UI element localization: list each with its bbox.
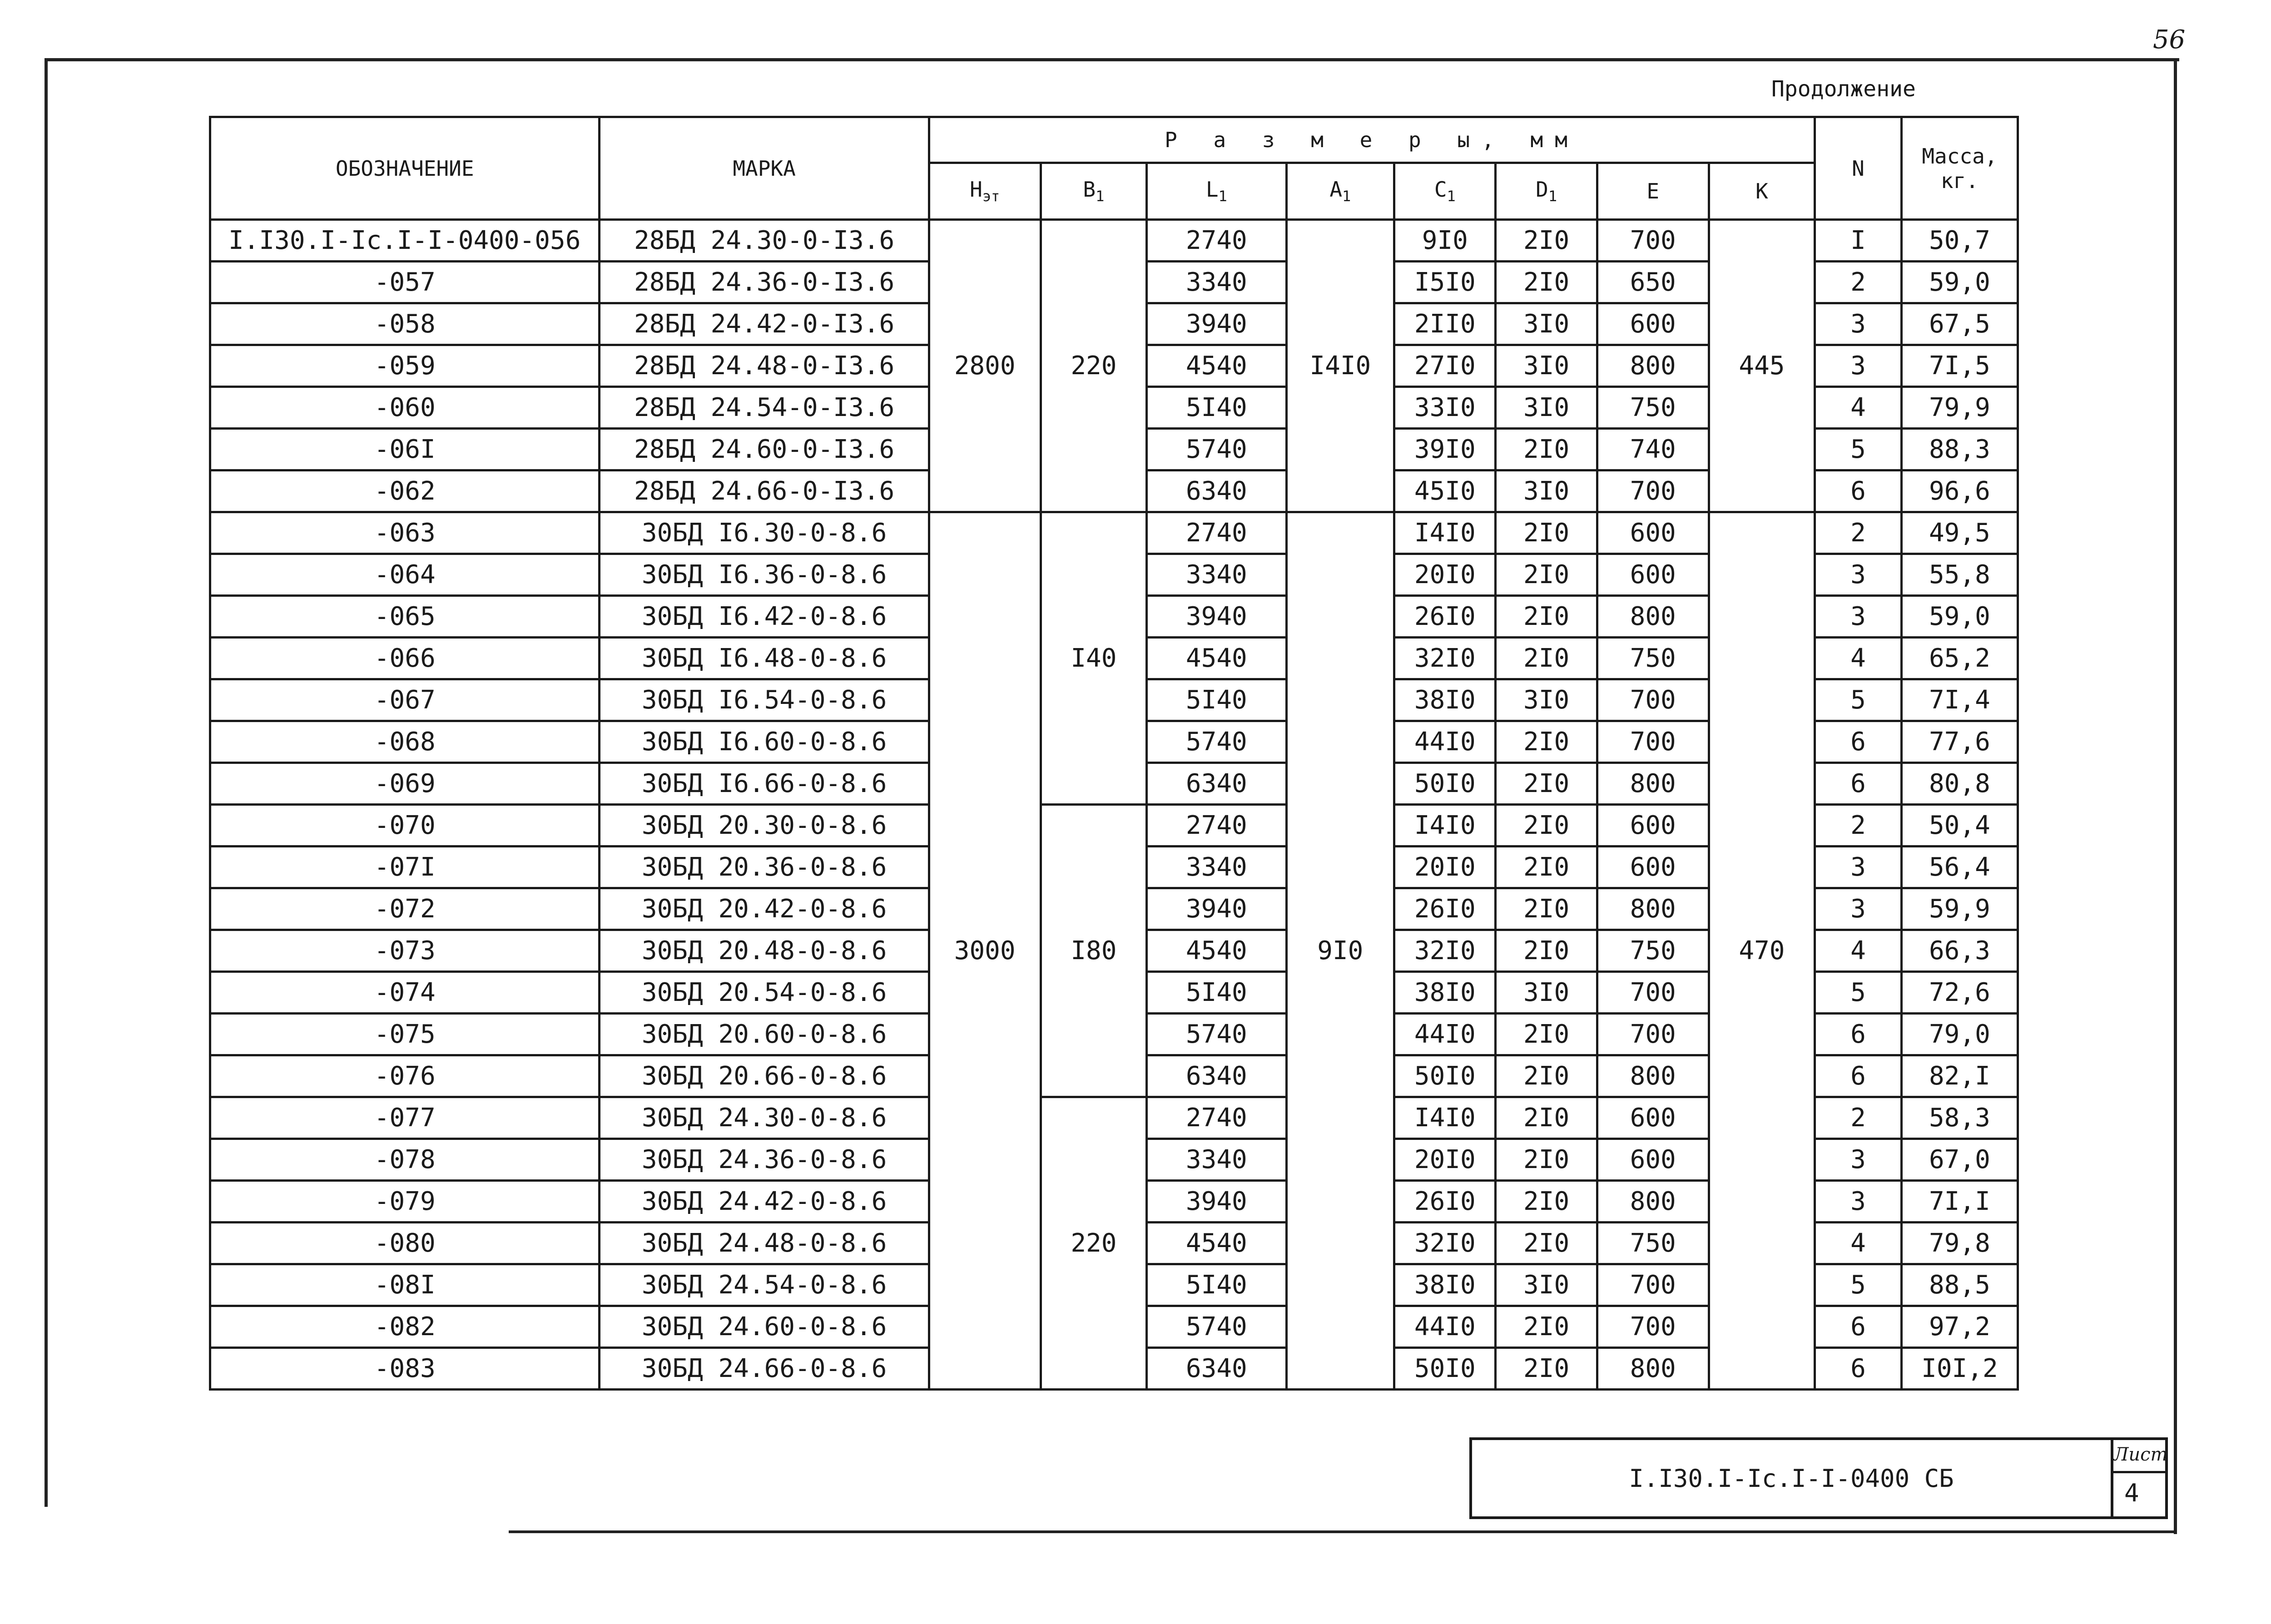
cell-mark: 28БД 24.36-0-I3.6 [600,262,929,303]
cell-n: 3 [1815,888,1902,930]
cell-c1: I4I0 [1394,805,1496,847]
cell-d1: 2I0 [1496,1097,1597,1139]
header-mass: Масса, кг. [1901,117,2018,220]
cell-mass: 67,5 [1901,303,2018,345]
cell-mark: 30БД I6.60-0-8.6 [600,721,929,763]
cell-d1: 3I0 [1496,972,1597,1014]
cell-mark: 28БД 24.48-0-I3.6 [600,345,929,387]
cell-l1: 5740 [1147,1306,1286,1348]
cell-l1: 4540 [1147,345,1286,387]
cell-e: 750 [1597,387,1709,429]
cell-n: 4 [1815,1223,1902,1264]
cell-n: 6 [1815,1014,1902,1055]
cell-e: 800 [1597,1055,1709,1097]
cell-d1: 2I0 [1496,888,1597,930]
cell-designation: -078 [210,1139,600,1181]
sheet-box [2113,1437,2168,1519]
cell-mark: 28БД 24.60-0-I3.6 [600,429,929,470]
header-l1-main: L [1205,177,1219,202]
cell-c1: 2II0 [1394,303,1496,345]
cell-mark: 30БД 24.66-0-8.6 [600,1348,929,1390]
cell-k-group: 470 [1709,512,1815,1390]
header-l1 [1147,163,1286,220]
cell-mark: 30БД 24.54-0-8.6 [600,1264,929,1306]
cell-b1-group: I40 [1041,512,1147,805]
cell-c1: 50I0 [1394,1348,1496,1390]
cell-mass: 97,2 [1901,1306,2018,1348]
cell-c1: 9I0 [1394,220,1496,262]
cell-mark: 30БД I6.42-0-8.6 [600,596,929,638]
cell-l1: 4540 [1147,930,1286,972]
cell-d1: 2I0 [1496,1055,1597,1097]
cell-mass: 59,0 [1901,596,2018,638]
header-c1 [1394,163,1496,220]
cell-e: 750 [1597,1223,1709,1264]
cell-l1: 5I40 [1147,1264,1286,1306]
cell-l1: 3940 [1147,596,1286,638]
cell-l1: 3940 [1147,303,1286,345]
cell-n: 3 [1815,1139,1902,1181]
cell-d1: 3I0 [1496,470,1597,512]
cell-mass: 79,0 [1901,1014,2018,1055]
table-row [210,220,2018,262]
cell-n: 2 [1815,805,1902,847]
cell-n: 6 [1815,1348,1902,1390]
cell-mark: 28БД 24.30-0-I3.6 [600,220,929,262]
cell-b1-group: 220 [1041,220,1147,512]
cell-mass: 79,8 [1901,1223,2018,1264]
cell-designation: -060 [210,387,600,429]
header-d1 [1496,163,1597,220]
cell-c1: 44I0 [1394,1014,1496,1055]
cell-d1: 2I0 [1496,1223,1597,1264]
cell-l1: 4540 [1147,638,1286,679]
cell-designation: -068 [210,721,600,763]
cell-n: 4 [1815,638,1902,679]
cell-mass: 49,5 [1901,512,2018,554]
cell-mass: 88,3 [1901,429,2018,470]
cell-mark: 30БД 20.54-0-8.6 [600,972,929,1014]
frame-bottom-border [509,1530,2176,1533]
header-d1-main: D [1536,177,1548,202]
cell-l1: 6340 [1147,763,1286,805]
cell-n: 3 [1815,345,1902,387]
cell-l1: 3340 [1147,1139,1286,1181]
cell-designation: -062 [210,470,600,512]
cell-designation: -06I [210,429,600,470]
cell-n: 6 [1815,763,1902,805]
cell-n: 6 [1815,1055,1902,1097]
cell-mark: 30БД 24.30-0-8.6 [600,1097,929,1139]
cell-e: 800 [1597,1348,1709,1390]
cell-n: 4 [1815,387,1902,429]
cell-n: 6 [1815,721,1902,763]
cell-l1: 3940 [1147,1181,1286,1223]
cell-mass: I0I,2 [1901,1348,2018,1390]
cell-d1: 2I0 [1496,1014,1597,1055]
cell-c1: 38I0 [1394,972,1496,1014]
cell-l1: 2740 [1147,805,1286,847]
cell-e: 650 [1597,262,1709,303]
header-designation: ОБОЗНАЧЕНИЕ [210,117,600,220]
cell-mark: 30БД 20.66-0-8.6 [600,1055,929,1097]
cell-e: 600 [1597,1139,1709,1181]
cell-designation: -082 [210,1306,600,1348]
cell-d1: 2I0 [1496,220,1597,262]
cell-mass: 96,6 [1901,470,2018,512]
header-l1-sub: 1 [1218,188,1227,205]
cell-designation: -080 [210,1223,600,1264]
header-d1-sub: 1 [1548,188,1557,205]
header-mark: МАРКА [600,117,929,220]
header-c1-main: C [1434,177,1447,202]
cell-c1: 32I0 [1394,638,1496,679]
cell-mark: 30БД 20.60-0-8.6 [600,1014,929,1055]
cell-d1: 2I0 [1496,638,1597,679]
header-b1 [1041,163,1147,220]
cell-d1: 2I0 [1496,512,1597,554]
cell-h-et-group: 3000 [929,512,1041,1390]
cell-l1: 2740 [1147,512,1286,554]
cell-mass: 65,2 [1901,638,2018,679]
cell-designation: -063 [210,512,600,554]
header-a1 [1286,163,1394,220]
cell-e: 700 [1597,220,1709,262]
cell-c1: 32I0 [1394,1223,1496,1264]
cell-e: 800 [1597,1181,1709,1223]
cell-designation: -065 [210,596,600,638]
cell-mark: 30БД 20.48-0-8.6 [600,930,929,972]
cell-n: 5 [1815,1264,1902,1306]
cell-c1: 38I0 [1394,1264,1496,1306]
cell-n: 5 [1815,429,1902,470]
cell-e: 600 [1597,512,1709,554]
cell-n: 3 [1815,596,1902,638]
cell-l1: 2740 [1147,220,1286,262]
cell-mass: 7I,5 [1901,345,2018,387]
cell-mass: 88,5 [1901,1264,2018,1306]
cell-l1: 5740 [1147,721,1286,763]
cell-l1: 3340 [1147,262,1286,303]
cell-mark: 30БД 20.42-0-8.6 [600,888,929,930]
frame-top-border [45,58,2179,61]
cell-c1: 50I0 [1394,1055,1496,1097]
cell-mass: 58,3 [1901,1097,2018,1139]
cell-c1: 26I0 [1394,596,1496,638]
cell-e: 600 [1597,554,1709,596]
cell-n: 4 [1815,930,1902,972]
cell-c1: 20I0 [1394,554,1496,596]
cell-designation: -077 [210,1097,600,1139]
cell-d1: 2I0 [1496,1348,1597,1390]
cell-n: 2 [1815,1097,1902,1139]
cell-d1: 2I0 [1496,805,1597,847]
cell-d1: 3I0 [1496,387,1597,429]
cell-mass: 79,9 [1901,387,2018,429]
cell-d1: 2I0 [1496,1306,1597,1348]
cell-mass: 72,6 [1901,972,2018,1014]
cell-n: 5 [1815,972,1902,1014]
cell-c1: 45I0 [1394,470,1496,512]
cell-d1: 3I0 [1496,1264,1597,1306]
cell-n: 3 [1815,847,1902,888]
cell-designation: -074 [210,972,600,1014]
cell-b1-group: I80 [1041,805,1147,1097]
cell-mass: 82,I [1901,1055,2018,1097]
cell-l1: 5I40 [1147,972,1286,1014]
cell-mass: 56,4 [1901,847,2018,888]
cell-c1: 27I0 [1394,345,1496,387]
cell-e: 700 [1597,1014,1709,1055]
cell-d1: 2I0 [1496,554,1597,596]
cell-l1: 3340 [1147,554,1286,596]
cell-d1: 2I0 [1496,1139,1597,1181]
cell-designation: -058 [210,303,600,345]
cell-l1: 6340 [1147,1055,1286,1097]
cell-l1: 4540 [1147,1223,1286,1264]
cell-c1: 38I0 [1394,679,1496,721]
cell-mark: 30БД I6.36-0-8.6 [600,554,929,596]
cell-n: 3 [1815,303,1902,345]
cell-mass: 50,4 [1901,805,2018,847]
cell-designation: -057 [210,262,600,303]
cell-mass: 66,3 [1901,930,2018,972]
cell-mark: 30БД 20.30-0-8.6 [600,805,929,847]
cell-e: 700 [1597,470,1709,512]
cell-d1: 2I0 [1496,763,1597,805]
cell-c1: I5I0 [1394,262,1496,303]
cell-e: 700 [1597,679,1709,721]
cell-n: 6 [1815,1306,1902,1348]
cell-d1: 2I0 [1496,721,1597,763]
cell-mark: 30БД I6.66-0-8.6 [600,763,929,805]
cell-e: 600 [1597,303,1709,345]
cell-e: 800 [1597,763,1709,805]
cell-l1: 2740 [1147,1097,1286,1139]
cell-l1: 6340 [1147,1348,1286,1390]
header-a1-sub: 1 [1342,188,1351,205]
cell-n: 2 [1815,512,1902,554]
cell-d1: 2I0 [1496,596,1597,638]
cell-e: 600 [1597,1097,1709,1139]
header-b1-main: B [1083,177,1096,202]
header-n: N [1815,117,1902,220]
table-row [210,512,2018,554]
sheet-number: 4 [2124,1479,2139,1507]
cell-n: 5 [1815,679,1902,721]
cell-designation: -069 [210,763,600,805]
cell-mark: 30БД I6.54-0-8.6 [600,679,929,721]
cell-designation: -066 [210,638,600,679]
cell-mass: 77,6 [1901,721,2018,763]
cell-designation: -067 [210,679,600,721]
cell-mass: 59,0 [1901,262,2018,303]
cell-e: 750 [1597,638,1709,679]
cell-mass: 67,0 [1901,1139,2018,1181]
cell-c1: 20I0 [1394,1139,1496,1181]
cell-n: 2 [1815,262,1902,303]
header-h-et-sub: эт [982,188,1000,205]
cell-c1: 44I0 [1394,721,1496,763]
header-e: E [1597,163,1709,220]
cell-d1: 3I0 [1496,303,1597,345]
cell-mark: 28БД 24.66-0-I3.6 [600,470,929,512]
cell-c1: 33I0 [1394,387,1496,429]
cell-c1: 39I0 [1394,429,1496,470]
cell-l1: 5740 [1147,429,1286,470]
header-h-et [929,163,1041,220]
cell-mass: 7I,4 [1901,679,2018,721]
cell-n: 3 [1815,554,1902,596]
continuation-label: Продолжение [1771,76,1916,102]
cell-a1-group: 9I0 [1286,512,1394,1390]
cell-mark: 28БД 24.42-0-I3.6 [600,303,929,345]
cell-designation: -064 [210,554,600,596]
header-dimensions: Р а з м е р ы, мм [929,117,1815,163]
cell-mass: 7I,I [1901,1181,2018,1223]
cell-designation: -075 [210,1014,600,1055]
cell-d1: 2I0 [1496,262,1597,303]
sheet-label: Лист [2113,1440,2165,1473]
cell-c1: 44I0 [1394,1306,1496,1348]
cell-e: 700 [1597,1306,1709,1348]
cell-c1: 50I0 [1394,763,1496,805]
cell-mark: 30БД I6.30-0-8.6 [600,512,929,554]
cell-l1: 5I40 [1147,679,1286,721]
cell-e: 600 [1597,847,1709,888]
cell-designation: -070 [210,805,600,847]
cell-a1-group: I4I0 [1286,220,1394,512]
cell-designation: -079 [210,1181,600,1223]
cell-l1: 3940 [1147,888,1286,930]
cell-c1: 32I0 [1394,930,1496,972]
cell-n: 6 [1815,470,1902,512]
cell-designation: -072 [210,888,600,930]
cell-mass: 59,9 [1901,888,2018,930]
cell-mark: 30БД 20.36-0-8.6 [600,847,929,888]
cell-l1: 3340 [1147,847,1286,888]
cell-designation: I.I30.I-Ic.I-I-0400-056 [210,220,600,262]
cell-h-et-group: 2800 [929,220,1041,512]
header-h-et-main: H [970,177,982,202]
specification-table [209,116,2019,1391]
cell-designation: -076 [210,1055,600,1097]
frame-right-border [2174,58,2177,1534]
cell-e: 700 [1597,721,1709,763]
cell-designation: -083 [210,1348,600,1390]
cell-d1: 3I0 [1496,679,1597,721]
title-block-code [1469,1437,2113,1519]
cell-d1: 2I0 [1496,930,1597,972]
cell-e: 600 [1597,805,1709,847]
cell-mass: 55,8 [1901,554,2018,596]
header-a1-main: A [1329,177,1343,202]
cell-e: 700 [1597,1264,1709,1306]
cell-mark: 30БД 24.48-0-8.6 [600,1223,929,1264]
cell-e: 740 [1597,429,1709,470]
cell-mark: 30БД 24.36-0-8.6 [600,1139,929,1181]
cell-n: 3 [1815,1181,1902,1223]
cell-mark: 30БД I6.48-0-8.6 [600,638,929,679]
cell-c1: 20I0 [1394,847,1496,888]
cell-l1: 6340 [1147,470,1286,512]
cell-designation: -073 [210,930,600,972]
document-code: I.I30.I-Ic.I-I-0400 СБ [1629,1464,1954,1493]
cell-n: I [1815,220,1902,262]
cell-e: 800 [1597,596,1709,638]
cell-l1: 5I40 [1147,387,1286,429]
cell-b1-group: 220 [1041,1097,1147,1390]
cell-mass: 50,7 [1901,220,2018,262]
cell-c1: 26I0 [1394,888,1496,930]
cell-c1: 26I0 [1394,1181,1496,1223]
cell-d1: 2I0 [1496,847,1597,888]
cell-designation: -07I [210,847,600,888]
header-k: K [1709,163,1815,220]
cell-c1: I4I0 [1394,1097,1496,1139]
cell-d1: 2I0 [1496,429,1597,470]
cell-e: 700 [1597,972,1709,1014]
cell-k-group: 445 [1709,220,1815,512]
page-number: 56 [2153,25,2186,54]
cell-mark: 30БД 24.60-0-8.6 [600,1306,929,1348]
cell-l1: 5740 [1147,1014,1286,1055]
cell-mark: 30БД 24.42-0-8.6 [600,1181,929,1223]
cell-c1: I4I0 [1394,512,1496,554]
cell-e: 750 [1597,930,1709,972]
table-body [210,220,2018,1390]
cell-mass: 80,8 [1901,763,2018,805]
header-b1-sub: 1 [1096,188,1105,205]
cell-designation: -08I [210,1264,600,1306]
cell-mark: 28БД 24.54-0-I3.6 [600,387,929,429]
cell-e: 800 [1597,888,1709,930]
frame-left-border [45,58,48,1507]
cell-d1: 2I0 [1496,1181,1597,1223]
cell-d1: 3I0 [1496,345,1597,387]
cell-e: 800 [1597,345,1709,387]
header-c1-sub: 1 [1447,188,1456,205]
cell-designation: -059 [210,345,600,387]
